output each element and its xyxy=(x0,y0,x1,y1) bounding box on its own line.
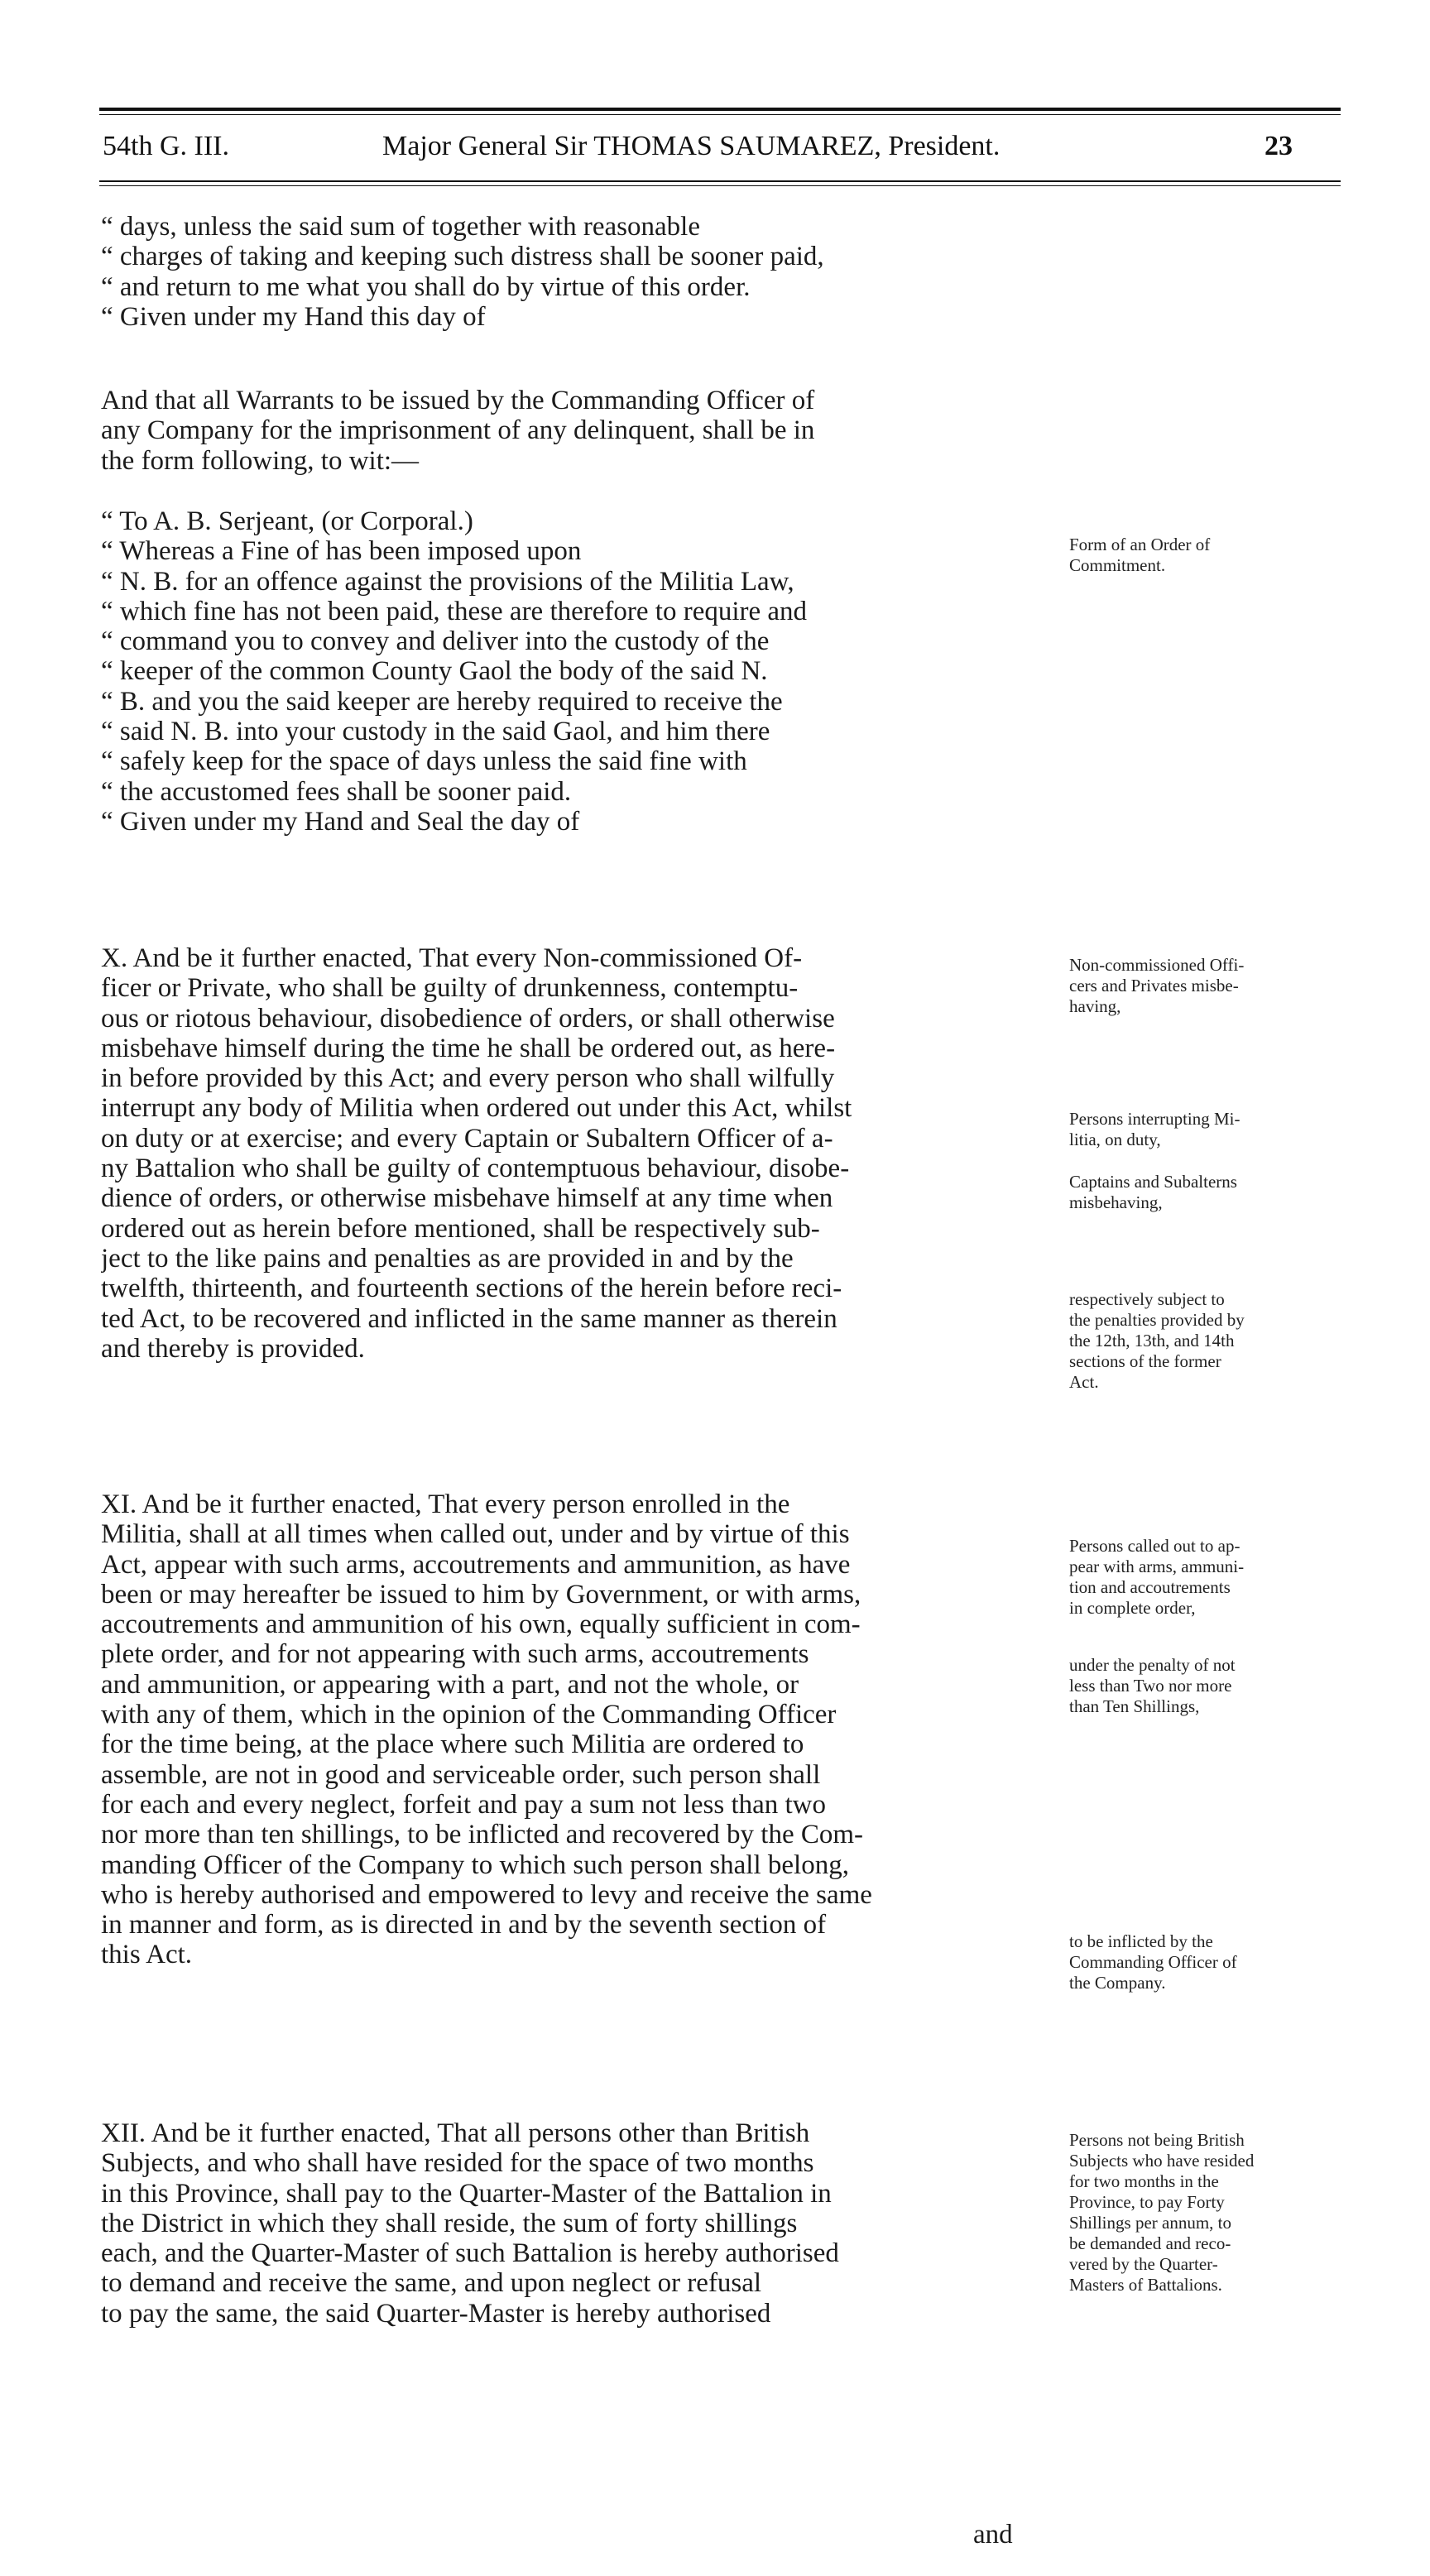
text-line: this Act. xyxy=(101,1940,193,1970)
text-line: “ To A. B. Serjeant, (or Corporal.) xyxy=(101,506,473,536)
header-rule-bottom xyxy=(99,180,1341,182)
text-line: ficer or Private, who shall be guilty of drunkenness, contemptu- xyxy=(101,973,799,1004)
text-line: ny Battalion who shall be guilty of contemptuous behaviour, disobe- xyxy=(101,1154,850,1184)
sidenote-line: Commitment. xyxy=(1069,555,1166,575)
text-line: accoutrements and ammunition of his own, equally sufficient in com- xyxy=(101,1609,861,1640)
sidenote-line: Subjects who have resided xyxy=(1069,2151,1255,2171)
text-line: the form following, to wit:— xyxy=(101,445,420,476)
text-line: for each and every neglect, forfeit and pay a sum not less than two xyxy=(101,1789,827,1820)
sidenote-line: vered by the Quarter- xyxy=(1069,2254,1218,2274)
sidenote-line: be demanded and reco- xyxy=(1069,2233,1231,2253)
text-line: who is hereby authorised and empowered to levy and receive the same xyxy=(101,1879,872,1910)
text-line: ted Act, to be recovered and inflicted in the same manner as therein xyxy=(101,1303,837,1334)
text-line: in manner and form, as is directed in and by the seventh section of xyxy=(101,1910,827,1940)
text-line: and ammunition, or appearing with a part, and not the whole, or xyxy=(101,1669,799,1700)
text-line: twelfth, thirteenth, and fourteenth sections of the herein before reci- xyxy=(101,1274,842,1304)
text-line: dience of orders, or otherwise misbehave himself at any time when xyxy=(101,1183,833,1214)
text-line: XII. And be it further enacted, That all persons other than British xyxy=(101,2118,810,2148)
text-line: in before provided by this Act; and every person who shall wilfully xyxy=(101,1063,835,1094)
text-line: to pay the same, the said Quarter-Master is hereby authorised xyxy=(101,2298,771,2329)
sidenote-line: the 12th, 13th, and 14th xyxy=(1069,1331,1235,1350)
section-x xyxy=(101,943,1061,1364)
sidenote-line: than Ten Shillings, xyxy=(1069,1696,1200,1716)
sidenote-line: Captains and Subalterns xyxy=(1069,1172,1237,1192)
sidenote-line: having, xyxy=(1069,996,1121,1016)
text-line: with any of them, which in the opinion of the Commanding Officer xyxy=(101,1700,837,1730)
text-line: “ Given under my Hand and Seal the day of xyxy=(101,806,580,837)
sidenote-line: the Company. xyxy=(1069,1973,1166,1993)
text-line: any Company for the imprisonment of any delinquent, shall be in xyxy=(101,415,815,446)
text-line: “ days, unless the said sum of together with reasonable xyxy=(101,212,700,242)
sidenote-line: Act. xyxy=(1069,1372,1099,1392)
sidenote-line: Form of an Order of xyxy=(1069,535,1211,554)
text-line: X. And be it further enacted, That every Non-commissioned Of- xyxy=(101,943,803,973)
text-line: misbehave himself during the time he shall be ordered out, as here- xyxy=(101,1033,836,1063)
order-continuation xyxy=(101,212,1061,332)
sidenote-line: tion and accoutrements xyxy=(1069,1577,1231,1597)
text-line: assemble, are not in good and serviceable order, such person shall xyxy=(101,1759,821,1790)
sidenote-line: for two months in the xyxy=(1069,2171,1219,2191)
text-line: “ Given under my Hand this day of xyxy=(101,301,486,332)
sidenote-line: in complete order, xyxy=(1069,1598,1196,1618)
sidenote-penalties xyxy=(1069,1289,1317,1393)
text-line: “ and return to me what you shall do by virtue of this order. xyxy=(101,271,751,302)
text-line: and thereby is provided. xyxy=(101,1333,365,1364)
sidenote-inflicted xyxy=(1069,1931,1317,1993)
text-line: “ said N. B. into your custody in the said Gaol, and him there xyxy=(101,717,770,747)
header-rule-top xyxy=(99,108,1341,111)
sidenote-line: Persons not being British xyxy=(1069,2130,1245,2150)
text-line: XI. And be it further enacted, That every person enrolled in the xyxy=(101,1489,790,1519)
sidenote-line: Persons called out to ap- xyxy=(1069,1536,1240,1556)
sidenote-captains xyxy=(1069,1172,1317,1213)
sidenote-line: Non-commissioned Offi- xyxy=(1069,955,1245,975)
catchword: and xyxy=(973,2520,1013,2550)
text-line: ous or riotous behaviour, disobedience of orders, or shall otherwise xyxy=(101,1003,835,1034)
sidenote-non-british xyxy=(1069,2130,1317,2295)
sidenote-line: sections of the former xyxy=(1069,1351,1221,1371)
text-line: interrupt any body of Militia when ordered out under this Act, whilst xyxy=(101,1093,852,1124)
running-header xyxy=(99,131,1341,180)
warrant-form xyxy=(101,506,1061,837)
sidenote-line: Masters of Battalions. xyxy=(1069,2275,1222,2295)
sidenote-commitment xyxy=(1069,535,1317,576)
section-xi xyxy=(101,1489,1061,1970)
sidenote-penalty-shillings xyxy=(1069,1655,1317,1717)
sidenote-line: the penalties provided by xyxy=(1069,1310,1245,1330)
text-line: ordered out as herein before mentioned, shall be respectively sub- xyxy=(101,1213,820,1244)
sidenote-line: less than Two nor more xyxy=(1069,1676,1232,1696)
text-line: nor more than ten shillings, to be inflicted and recovered by the Com- xyxy=(101,1820,864,1850)
sidenote-line: under the penalty of not xyxy=(1069,1655,1236,1675)
sidenote-persons-interrupting xyxy=(1069,1109,1317,1150)
sidenote-called-out xyxy=(1069,1536,1317,1619)
header-center: Major General Sir THOMAS SAUMAREZ, President. xyxy=(382,131,1001,161)
text-line: “ N. B. for an offence against the provisions of the Militia Law, xyxy=(101,566,794,597)
sidenote-line: to be inflicted by the xyxy=(1069,1931,1213,1951)
page-number: 23 xyxy=(1264,131,1293,161)
text-line: for the time being, at the place where such Militia are ordered to xyxy=(101,1729,804,1760)
sidenote-line: litia, on duty, xyxy=(1069,1130,1161,1149)
text-line: “ command you to convey and deliver into the custody of the xyxy=(101,626,770,657)
sidenote-nco-misbehaving xyxy=(1069,955,1317,1017)
text-line: on duty or at exercise; and every Captain or Subaltern Officer of a- xyxy=(101,1123,833,1154)
text-line: been or may hereafter be issued to him by Government, or with arms, xyxy=(101,1579,861,1609)
text-line: Act, appear with such arms, accoutrements and ammunition, as have xyxy=(101,1549,851,1580)
text-line: Subjects, and who shall have resided for the space of two months xyxy=(101,2148,814,2179)
sidenote-line: misbehaving, xyxy=(1069,1192,1163,1212)
header-rule-bottom-thin xyxy=(99,185,1341,186)
text-line: “ the accustomed fees shall be sooner paid. xyxy=(101,776,572,807)
header-rule-top-thin xyxy=(99,114,1341,115)
sidenote-line: Persons interrupting Mi- xyxy=(1069,1109,1240,1129)
header-left: 54th G. III. xyxy=(103,131,229,161)
text-line: the District in which they shall reside, the sum of forty shillings xyxy=(101,2208,798,2238)
sidenote-line: pear with arms, ammuni- xyxy=(1069,1557,1245,1576)
sidenote-line: respectively subject to xyxy=(1069,1289,1225,1309)
sidenote-line: Shillings per annum, to xyxy=(1069,2213,1231,2233)
warrant-intro xyxy=(101,386,1061,476)
text-line: “ keeper of the common County Gaol the body of the said N. xyxy=(101,656,768,687)
sidenote-line: Province, to pay Forty xyxy=(1069,2192,1225,2212)
text-line: ject to the like pains and penalties as are provided in and by the xyxy=(101,1243,794,1274)
text-line: “ safely keep for the space of days unless the said fine with xyxy=(101,746,747,777)
text-line: each, and the Quarter-Master of such Battalion is hereby authorised xyxy=(101,2238,839,2269)
text-line: “ which fine has not been paid, these are therefore to require and xyxy=(101,596,808,626)
sidenote-line: Commanding Officer of xyxy=(1069,1952,1237,1972)
text-line: plete order, and for not appearing with such arms, accoutrements xyxy=(101,1639,809,1670)
text-line: “ charges of taking and keeping such distress shall be sooner paid, xyxy=(101,242,824,272)
text-line: “ Whereas a Fine of has been imposed upon xyxy=(101,536,582,567)
text-line: in this Province, shall pay to the Quarter-Master of the Battalion in xyxy=(101,2178,832,2209)
text-line: And that all Warrants to be issued by the Commanding Officer of xyxy=(101,386,815,415)
sidenote-line: cers and Privates misbe- xyxy=(1069,976,1239,995)
section-xii xyxy=(101,2118,1061,2329)
text-line: manding Officer of the Company to which such person shall belong, xyxy=(101,1849,849,1880)
text-line: Militia, shall at all times when called out, under and by virtue of this xyxy=(101,1519,850,1550)
text-line: to demand and receive the same, and upon neglect or refusal xyxy=(101,2268,762,2299)
text-line: “ B. and you the said keeper are hereby required to receive the xyxy=(101,686,783,717)
